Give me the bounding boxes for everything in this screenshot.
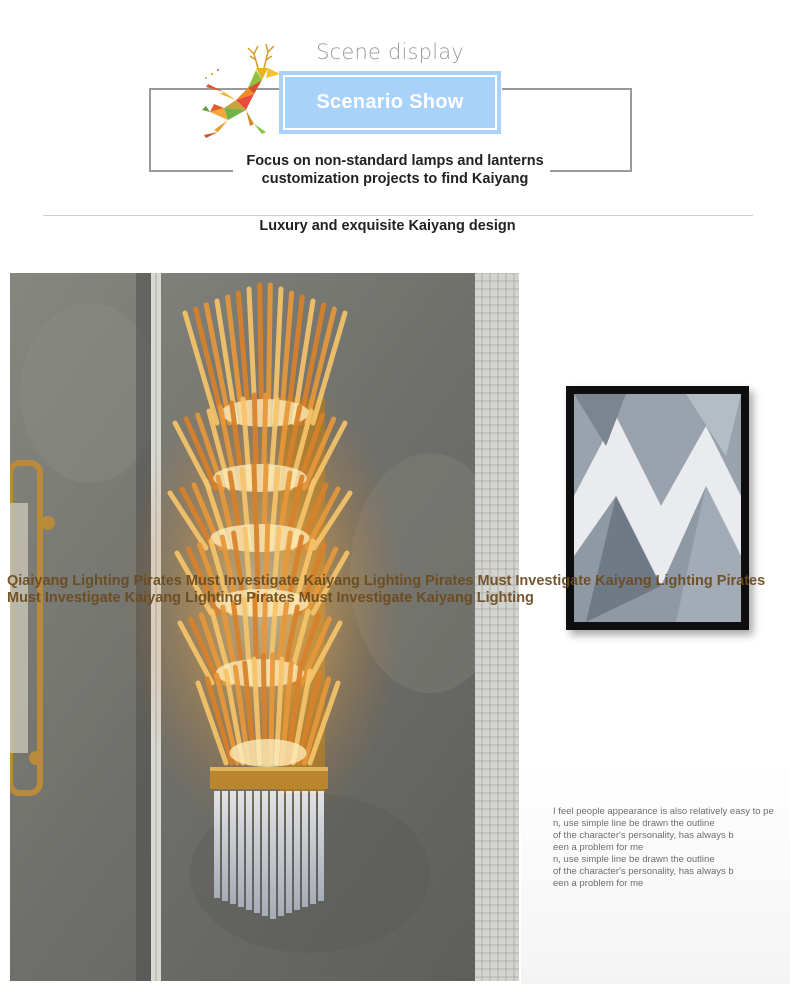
description-line: een a problem for me bbox=[553, 878, 644, 889]
frame-line bbox=[550, 170, 632, 172]
crystal-rod bbox=[254, 791, 260, 913]
focus-description bbox=[230, 152, 560, 188]
watermark-text bbox=[7, 573, 777, 607]
description-line: I feel people appearance is also relatively easy to pe bbox=[553, 806, 774, 817]
section-divider bbox=[43, 215, 753, 216]
crystal-rod bbox=[318, 791, 324, 901]
scenario-show-title: Scenario Show bbox=[283, 75, 497, 130]
crystal-rod bbox=[286, 791, 292, 913]
crystal-rod bbox=[230, 791, 236, 904]
frame-line bbox=[149, 170, 233, 172]
focus-line-1: Focus on non-standard lamps and lanterns bbox=[246, 153, 544, 169]
description-line: n, use simple line be drawn the outline bbox=[553, 818, 715, 829]
crystal-rod bbox=[214, 791, 220, 898]
luxury-subtitle: Luxury and exquisite Kaiyang design bbox=[259, 218, 516, 234]
description-text bbox=[553, 806, 783, 890]
geometric-deer-icon bbox=[196, 40, 296, 140]
crystal-rod bbox=[278, 791, 284, 916]
wall-lamp-photo bbox=[10, 273, 519, 981]
crystal-rod bbox=[294, 791, 300, 910]
scenario-show-badge bbox=[279, 71, 501, 134]
frame-line bbox=[149, 88, 151, 172]
crystal-rod bbox=[222, 791, 228, 901]
frame-line bbox=[630, 88, 632, 172]
scene-display-label: Scene display bbox=[316, 40, 464, 64]
crystal-rod bbox=[246, 791, 252, 910]
lamp-glow bbox=[230, 739, 307, 767]
description-line: of the character's personality, has always b bbox=[553, 866, 734, 877]
watermark-line-2: Must Investigate Kaiyang Lighting Pirates Must Investigate Kaiyang Lighting bbox=[7, 590, 534, 606]
focus-line-2: customization projects to find Kaiyang bbox=[261, 171, 529, 187]
watermark-line-1: Qiaiyang Lighting Pirates Must Investigate Kaiyang Lighting Pirates Must Investigate Kaiyang Lighting Pirates bbox=[7, 573, 766, 589]
crystal-rod bbox=[270, 791, 276, 919]
description-line: n, use simple line be drawn the outline bbox=[553, 854, 715, 865]
crystal-rod bbox=[302, 791, 308, 907]
crystal-rod bbox=[310, 791, 316, 904]
frame-line bbox=[502, 88, 632, 90]
description-line: een a problem for me bbox=[553, 842, 644, 853]
crystal-rod bbox=[262, 791, 268, 916]
lamp-glow bbox=[213, 464, 307, 492]
crystal-rod bbox=[238, 791, 244, 907]
description-line: of the character's personality, has always b bbox=[553, 830, 734, 841]
